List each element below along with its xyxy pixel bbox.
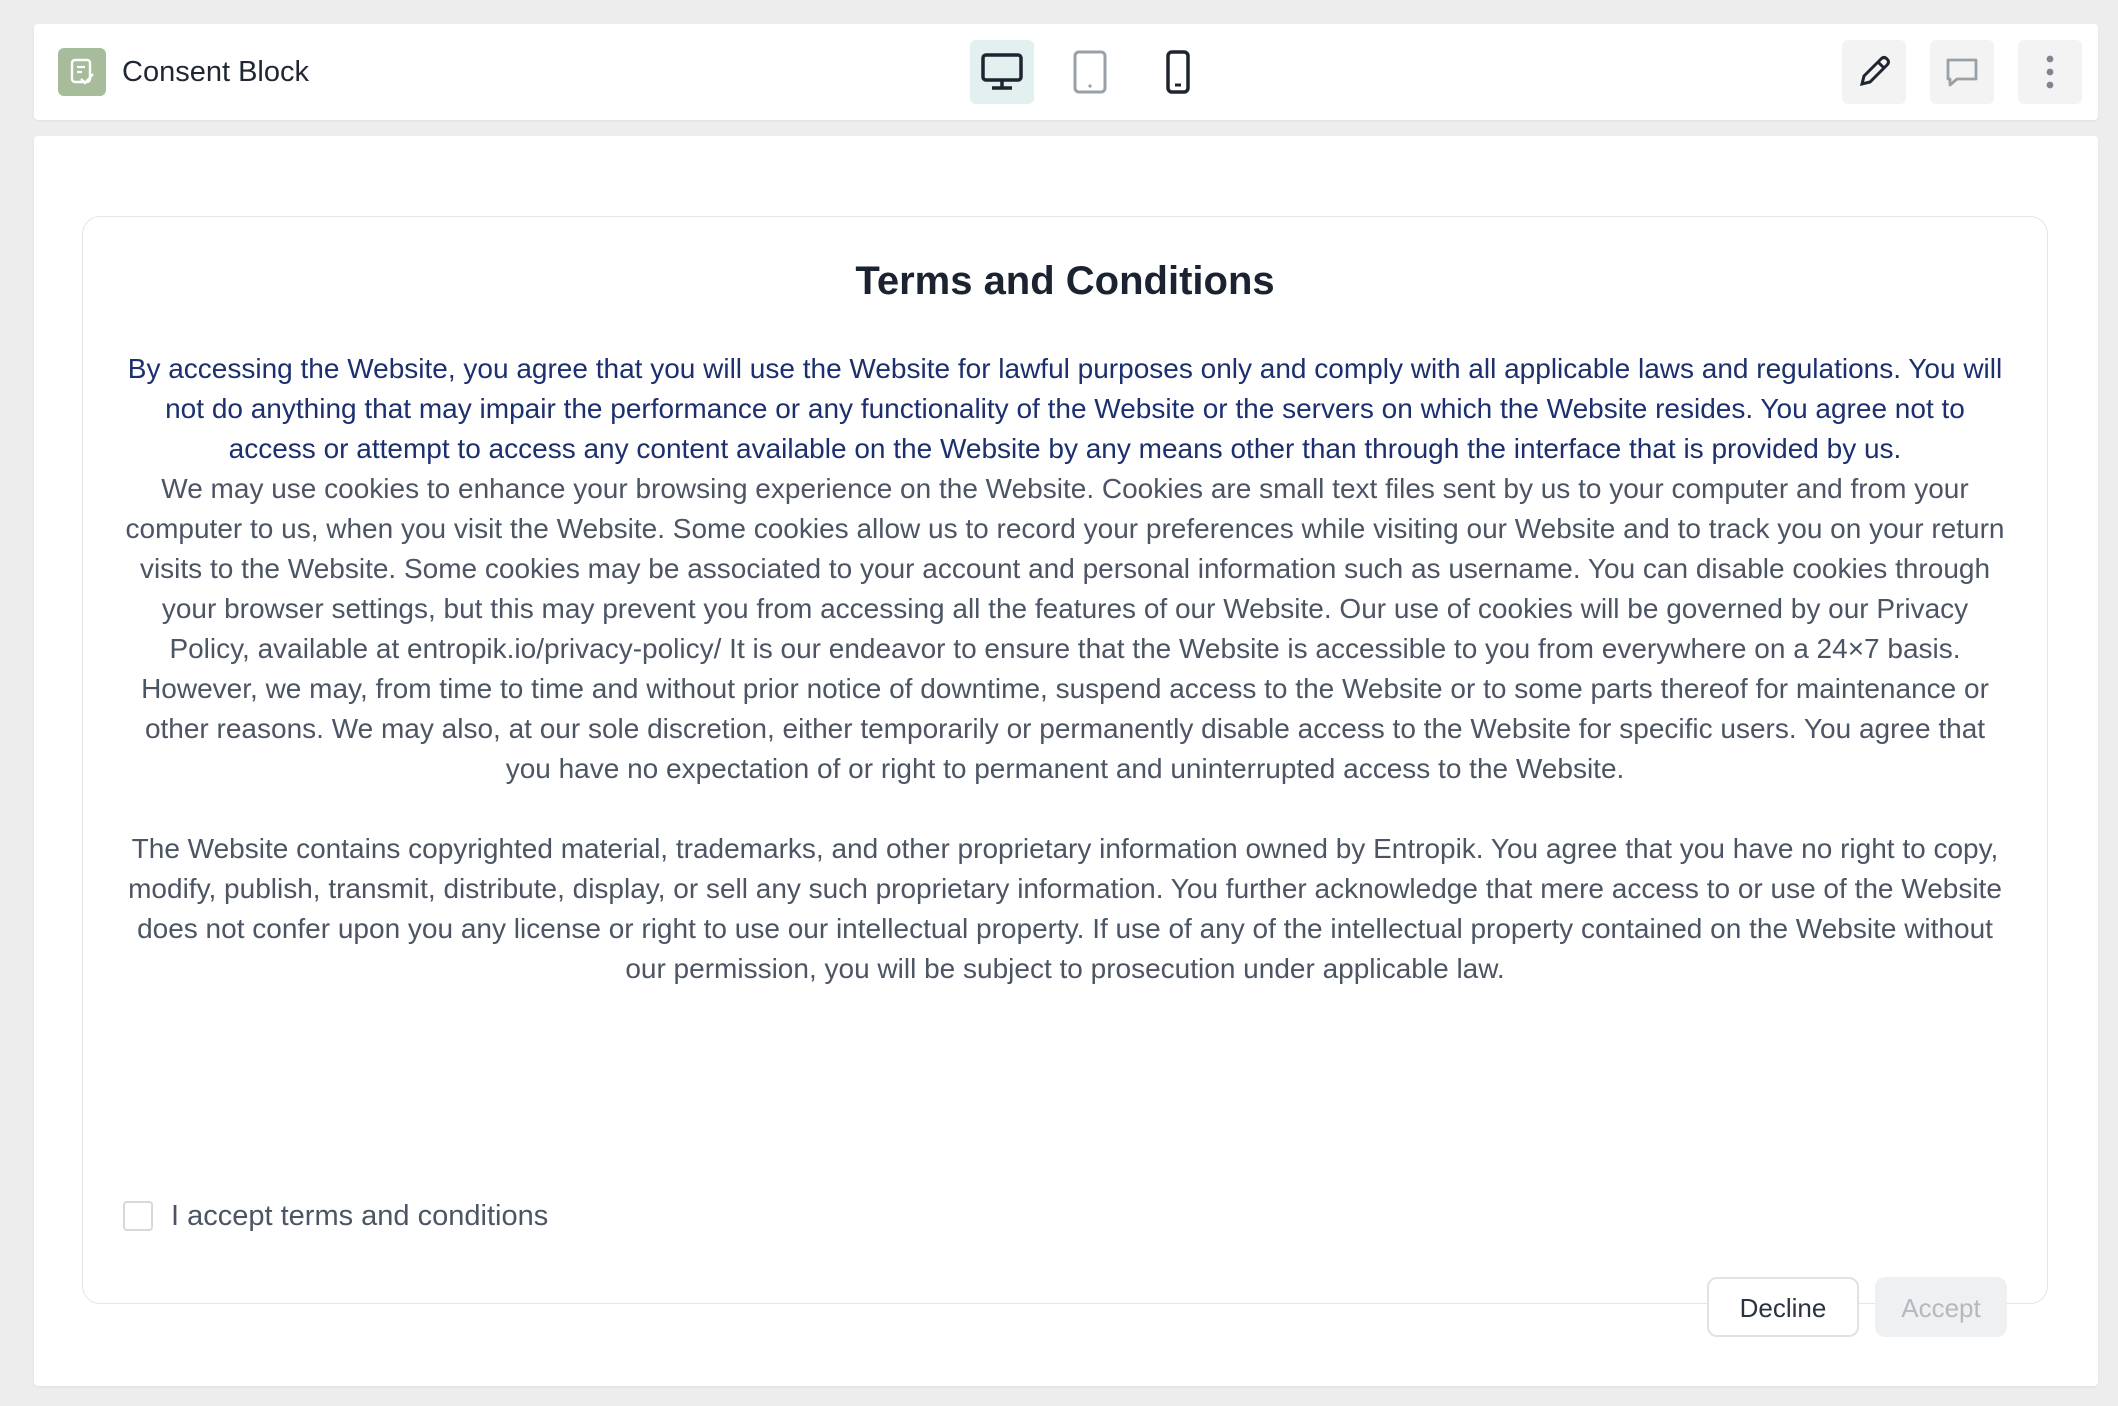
consent-title: Terms and Conditions bbox=[855, 259, 1275, 303]
decline-button[interactable]: Decline bbox=[1707, 1277, 1859, 1337]
block-title: Consent Block bbox=[122, 56, 309, 88]
tablet-icon bbox=[1072, 50, 1108, 94]
consent-card bbox=[82, 216, 2048, 1323]
comment-button[interactable] bbox=[1930, 40, 1994, 104]
more-options-button[interactable] bbox=[2018, 40, 2082, 104]
accept-terms-checkbox[interactable] bbox=[123, 1201, 153, 1231]
tablet-preview-button[interactable] bbox=[1058, 40, 1122, 104]
document-check-icon bbox=[58, 48, 106, 96]
toolbar-actions bbox=[1842, 40, 2082, 104]
editor-toolbar bbox=[34, 24, 2098, 120]
device-preview-switcher bbox=[970, 40, 1234, 104]
consent-paragraph-1: By accessing the Website, you agree that you will use the Website for lawful purposes only and comply with all applicable laws and regulations. You will not do anything that may impair the performance or any functionality of the Website or the servers on which the Website resides. You agree not to access or attempt to access any content available on the Website by any means other than through the interface that is provided by us. bbox=[127, 353, 2003, 464]
consent-paragraph-2: We may use cookies to enhance your browsing experience on the Website. Cookies are small text files sent by us to your computer and from your computer to us, when you visit the Website. Some cookies allow us to record your preferences while visiting our Website and to track you on your return visits to the Website. Some cookies may be associated to your account and personal information such as username. You can disable cookies through your browser settings, but this may prevent you from accessing all the features of our Website. Our use of cookies will be governed by our Privacy Policy, available at entropik.io/privacy-policy/ It is our endeavor to ensure that the Website is accessible to you from everywhere on a 24×7 basis. However, we may, from time to time and without prior notice of downtime, suspend access to the Website or to some parts thereof for maintenance or other reasons. We may also, at our sole discretion, either temporarily or permanently disable access to the Website for specific users. You agree that you have no expectation of or right to permanent and uninterrupted access to the Website. bbox=[125, 473, 2005, 784]
edit-button[interactable] bbox=[1842, 40, 1906, 104]
mobile-preview-button[interactable] bbox=[1146, 40, 1210, 104]
consent-body bbox=[123, 349, 2007, 989]
comment-icon bbox=[1942, 52, 1982, 92]
preview-canvas bbox=[34, 136, 2098, 1386]
accept-terms-label[interactable]: I accept terms and conditions bbox=[171, 1199, 549, 1232]
consent-checkbox-row[interactable] bbox=[123, 1199, 548, 1233]
pencil-icon bbox=[1854, 52, 1894, 92]
accept-button[interactable]: Accept bbox=[1875, 1277, 2007, 1337]
desktop-preview-button[interactable] bbox=[970, 40, 1034, 104]
consent-paragraph-3: The Website contains copyrighted material, trademarks, and other proprietary information owned by Entropik. You agree that you have no right to copy, modify, publish, transmit, distribute, display, or sell any such proprietary information. You further acknowledge that mere access to or use of the Website does not confer upon you any license or right to use our intellectual property. If use of any of the intellectual property contained on the Website without our permission, you will be subject to prosecution under applicable law. bbox=[128, 833, 2002, 984]
mobile-icon bbox=[1165, 50, 1191, 94]
desktop-icon bbox=[980, 52, 1024, 92]
more-vertical-icon bbox=[2044, 54, 2056, 90]
